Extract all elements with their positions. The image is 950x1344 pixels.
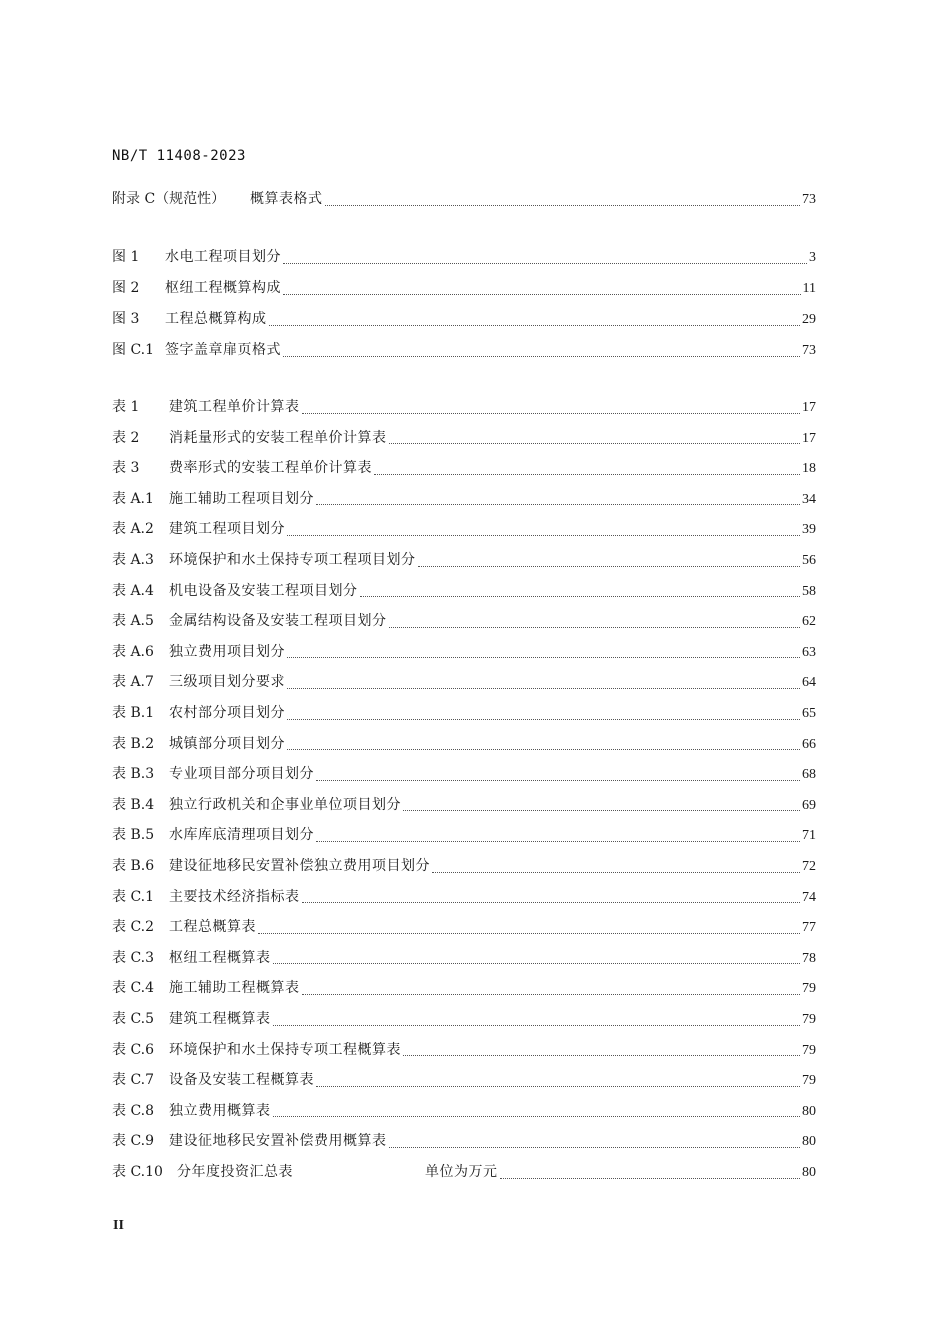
toc-entry-label: 表 C.10 xyxy=(112,1164,163,1180)
toc-entry[interactable] xyxy=(112,188,816,212)
toc-entry-label: 表 C.6 xyxy=(112,1041,155,1058)
toc-leader-dots xyxy=(325,205,801,206)
toc-entry[interactable] xyxy=(112,1039,816,1063)
toc-leader-dots xyxy=(273,963,801,964)
toc-entry-label: 表 C.2 xyxy=(112,919,155,936)
toc-entry[interactable] xyxy=(112,246,816,270)
toc-entry-label: 图 2 xyxy=(112,280,140,296)
toc-leader-dots xyxy=(283,263,807,264)
toc-leader-dots xyxy=(287,688,800,689)
toc-entry[interactable] xyxy=(112,457,816,481)
toc-entry-label: 表 2 xyxy=(112,429,140,446)
toc-entry-label: 表 A.1 xyxy=(112,490,154,507)
toc-entry-page: 66 xyxy=(802,736,816,752)
toc-entry-title: 费率形式的安装工程单价计算表 xyxy=(169,460,372,477)
toc-entry-title: 建设征地移民安置补偿独立费用项目划分 xyxy=(169,858,430,874)
toc-entry-title: 专业项目部分项目划分 xyxy=(169,766,314,783)
toc-leader-dots xyxy=(302,994,801,995)
page-number: II xyxy=(113,1218,124,1233)
toc-entry[interactable] xyxy=(112,824,816,848)
toc-entry-page: 3 xyxy=(809,250,816,265)
toc-entry[interactable] xyxy=(112,794,816,818)
toc-entry[interactable] xyxy=(112,1008,816,1032)
toc-entry-page: 17 xyxy=(802,430,816,446)
toc-leader-dots xyxy=(403,1055,800,1056)
toc-entry-page: 73 xyxy=(802,343,816,358)
toc-entry-page: 18 xyxy=(802,461,816,477)
toc-entry-page: 79 xyxy=(802,1073,816,1089)
toc-entry-label: 表 C.7 xyxy=(112,1072,155,1089)
toc-leader-dots xyxy=(389,627,801,628)
toc-entry[interactable] xyxy=(112,733,816,757)
toc-entry-label: 表 A.6 xyxy=(112,643,154,660)
toc-entry-page: 63 xyxy=(802,644,816,660)
toc-entry-page: 64 xyxy=(802,675,816,691)
toc-entry-title: 分年度投资汇总表 xyxy=(177,1164,293,1180)
toc-entry-title: 建筑工程概算表 xyxy=(169,1011,271,1027)
toc-entry-label: 表 C.4 xyxy=(112,980,155,997)
toc-entry[interactable] xyxy=(112,977,816,1001)
toc-entry-label: 表 B.5 xyxy=(112,827,155,844)
toc-leader-dots xyxy=(418,566,801,567)
toc-leader-dots xyxy=(500,1178,801,1179)
toc-entry-label: 表 A.2 xyxy=(112,521,154,538)
toc-leader-dots xyxy=(287,719,800,720)
toc-leader-dots xyxy=(283,294,801,295)
toc-entry-title: 枢纽工程概算表 xyxy=(169,949,271,966)
toc-entry-page: 56 xyxy=(802,553,816,568)
toc-entry[interactable] xyxy=(112,947,816,971)
toc-entry-title: 农村部分项目划分 xyxy=(169,705,285,721)
toc-entry-title: 独立行政机关和企事业单位项目划分 xyxy=(169,796,401,813)
toc-entry-title: 建筑工程项目划分 xyxy=(169,521,285,538)
toc-entry-page: 80 xyxy=(802,1134,816,1150)
toc-leader-dots xyxy=(273,1116,801,1117)
toc-entry[interactable] xyxy=(112,916,816,940)
toc-leader-dots xyxy=(432,872,800,873)
toc-entry-title: 水库库底清理项目划分 xyxy=(169,827,314,844)
toc-leader-dots xyxy=(316,1086,800,1087)
toc-entry-title: 工程总概算表 xyxy=(169,919,256,936)
toc-entry-label: 表 A.4 xyxy=(112,582,154,599)
toc-entry-label: 表 A.5 xyxy=(112,613,154,630)
toc-leader-dots xyxy=(403,810,800,811)
toc-entry[interactable] xyxy=(112,1069,816,1093)
toc-leader-dots xyxy=(316,780,800,781)
toc-entry-page: 34 xyxy=(802,491,816,507)
toc-entry[interactable] xyxy=(112,1161,816,1185)
toc-entry[interactable] xyxy=(112,308,816,332)
toc-entry-label: 表 A.7 xyxy=(112,674,154,691)
toc-entry-label: 表 A.3 xyxy=(112,552,154,568)
toc-entry[interactable] xyxy=(112,610,816,634)
toc-leader-dots xyxy=(302,413,801,414)
toc-entry-page: 39 xyxy=(802,522,816,538)
toc-entry[interactable] xyxy=(112,277,816,301)
toc-entry-title: 签字盖章扉页格式 xyxy=(165,342,281,358)
toc-entry[interactable] xyxy=(112,518,816,542)
toc-leader-dots xyxy=(316,504,800,505)
toc-entry-page: 29 xyxy=(802,312,816,327)
toc-entry[interactable] xyxy=(112,549,816,573)
toc-entry-page: 71 xyxy=(802,828,816,844)
toc-leader-dots xyxy=(316,841,800,842)
toc-entry-title: 施工辅助工程项目划分 xyxy=(169,490,314,507)
toc-entry[interactable] xyxy=(112,339,816,363)
toc-entry-page: 17 xyxy=(802,400,816,415)
standard-code: NB/T 11408-2023 xyxy=(112,148,246,164)
toc-entry-label: 表 B.3 xyxy=(112,766,155,783)
toc-entry[interactable] xyxy=(112,427,816,451)
toc-entry-title: 三级项目划分要求 xyxy=(169,674,285,691)
toc-entry-page: 58 xyxy=(802,583,816,599)
toc-entry-label: 表 C.1 xyxy=(112,888,155,905)
toc-entry-label: 图 C.1 xyxy=(112,342,155,358)
toc-entry-label: 表 3 xyxy=(112,460,140,477)
toc-entry[interactable] xyxy=(112,396,816,420)
toc-leader-dots xyxy=(287,535,800,536)
toc-entry-page: 62 xyxy=(802,614,816,630)
toc-entry-title: 工程总概算构成 xyxy=(165,311,267,327)
toc-entry-page: 77 xyxy=(802,920,816,936)
toc-leader-dots xyxy=(374,474,800,475)
toc-entry[interactable] xyxy=(112,1130,816,1154)
toc-entry-page: 80 xyxy=(802,1165,816,1180)
toc-entry-title: 金属结构设备及安装工程项目划分 xyxy=(169,613,387,630)
toc-entry-label: 表 1 xyxy=(112,399,140,415)
toc-entry-title: 施工辅助工程概算表 xyxy=(169,980,300,997)
toc-leader-dots xyxy=(283,356,800,357)
toc-leader-dots xyxy=(258,933,800,934)
toc-entry[interactable] xyxy=(112,702,816,726)
toc-entry[interactable] xyxy=(112,1100,816,1124)
toc-leader-dots xyxy=(389,443,801,444)
toc-entry-title: 建筑工程单价计算表 xyxy=(169,399,300,415)
toc-entry-label: 附录 C（规范性） xyxy=(112,191,226,207)
toc-leader-dots xyxy=(302,902,801,903)
toc-entry-page: 74 xyxy=(802,889,816,905)
toc-entry-title: 主要技术经济指标表 xyxy=(169,888,300,905)
toc-entry-label: 表 C.3 xyxy=(112,949,155,966)
toc-entry[interactable] xyxy=(112,886,816,910)
toc-entry-title: 环境保护和水土保持专项工程概算表 xyxy=(169,1041,401,1058)
toc-entry-page: 69 xyxy=(802,797,816,813)
toc-entry-label: 表 B.2 xyxy=(112,735,155,752)
toc-entry-title: 消耗量形式的安装工程单价计算表 xyxy=(169,429,387,446)
toc-entry[interactable] xyxy=(112,488,816,512)
toc-entry-page: 65 xyxy=(802,706,816,721)
toc-entry[interactable] xyxy=(112,671,816,695)
toc-entry-title: 独立费用项目划分 xyxy=(169,643,285,660)
toc-entry[interactable] xyxy=(112,763,816,787)
toc-entry-page: 79 xyxy=(802,1012,816,1027)
toc-entry-label: 图 3 xyxy=(112,311,140,327)
toc-entry-page: 79 xyxy=(802,1042,816,1058)
toc-entry-title: 城镇部分项目划分 xyxy=(169,735,285,752)
toc-entry-label: 表 C.9 xyxy=(112,1133,155,1150)
toc-entry-label: 表 B.4 xyxy=(112,796,155,813)
toc-entry-title: 环境保护和水土保持专项工程项目划分 xyxy=(169,552,416,568)
toc-entry-label: 表 C.5 xyxy=(112,1011,155,1027)
toc-leader-dots xyxy=(269,325,801,326)
toc-entry-title: 枢纽工程概算构成 xyxy=(165,280,281,296)
toc-leader-dots xyxy=(273,1025,801,1026)
toc-entry-page: 11 xyxy=(802,281,816,296)
toc-entry-title: 机电设备及安装工程项目划分 xyxy=(169,582,358,599)
toc-entry[interactable] xyxy=(112,855,816,879)
toc-entry[interactable] xyxy=(112,641,816,665)
toc-entry-title: 水电工程项目划分 xyxy=(165,249,281,265)
toc-entry-label: 表 C.8 xyxy=(112,1102,155,1119)
toc-entry-title: 独立费用概算表 xyxy=(169,1102,271,1119)
toc-entry-page: 68 xyxy=(802,767,816,783)
toc-entry-unit: 单位为万元 xyxy=(425,1164,498,1180)
toc-entry-label: 表 B.1 xyxy=(112,705,155,721)
toc-entry-page: 78 xyxy=(802,950,816,966)
toc-entry-label: 图 1 xyxy=(112,249,140,265)
toc-entry[interactable] xyxy=(112,580,816,604)
toc-entry-title: 概算表格式 xyxy=(250,191,323,207)
toc-entry-title: 设备及安装工程概算表 xyxy=(169,1072,314,1089)
toc-leader-dots xyxy=(287,749,800,750)
toc-entry-page: 73 xyxy=(802,192,816,207)
toc-leader-dots xyxy=(287,657,800,658)
toc-entry-label: 表 B.6 xyxy=(112,858,155,874)
toc-entry-page: 79 xyxy=(802,981,816,997)
toc-entry-page: 72 xyxy=(802,859,816,874)
toc-leader-dots xyxy=(360,596,801,597)
toc-leader-dots xyxy=(389,1147,801,1148)
toc-entry-title: 建设征地移民安置补偿费用概算表 xyxy=(169,1133,387,1150)
toc-entry-page: 80 xyxy=(802,1103,816,1119)
